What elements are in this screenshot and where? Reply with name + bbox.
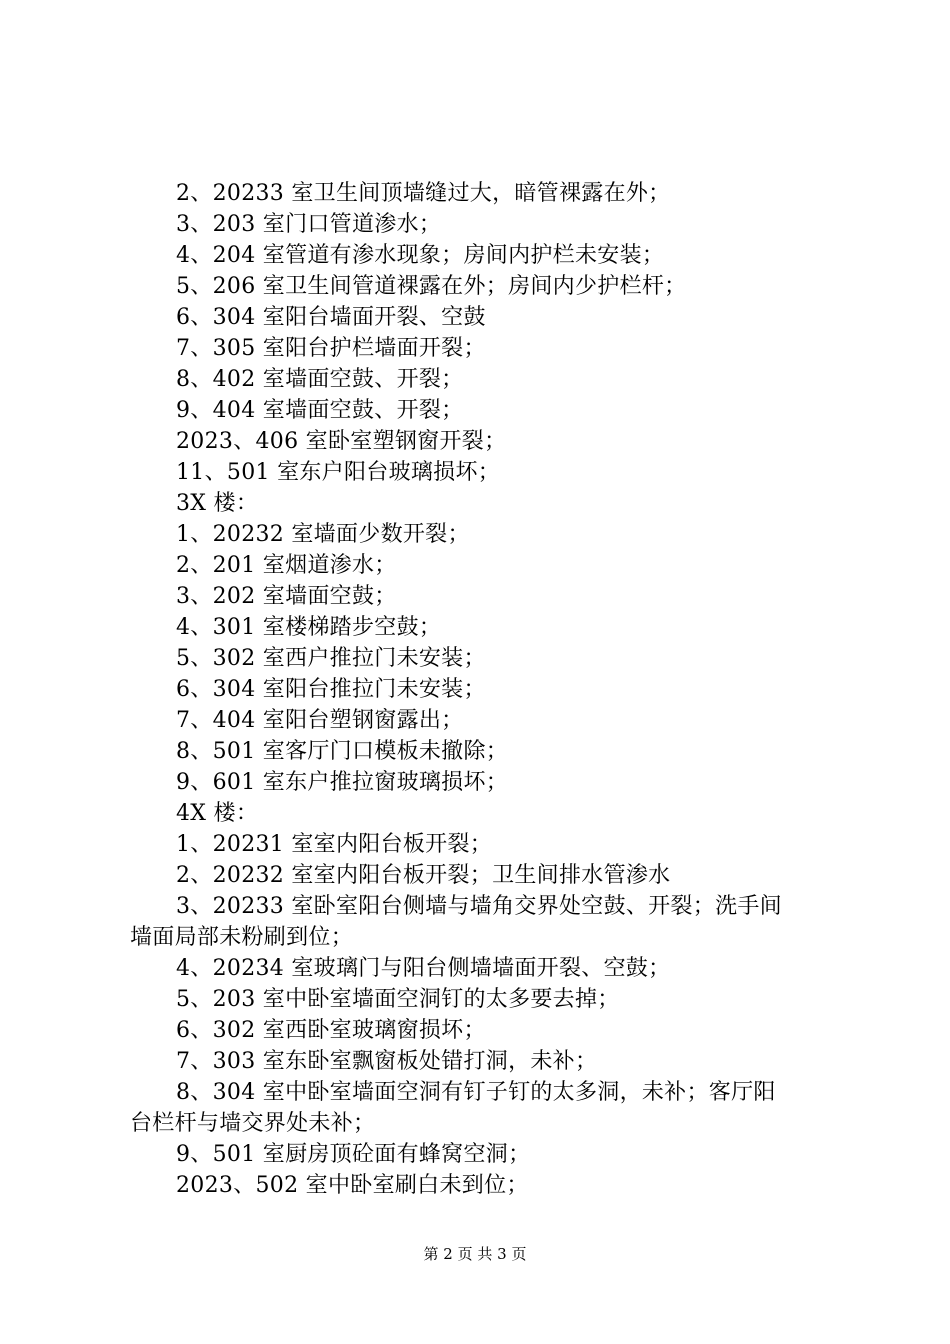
text-line: 7、404 室阳台塑钢窗露出；	[176, 708, 464, 733]
text-line: 2、20232 室室内阳台板开裂；卫生间排水管渗水	[176, 863, 671, 888]
text-line: 9、501 室厨房顶砼面有蜂窝空洞；	[176, 1142, 531, 1167]
text-line: 5、302 室西户推拉门未安装；	[176, 646, 486, 671]
text-line: 6、304 室阳台墙面开裂、空鼓	[176, 305, 486, 330]
text-line: 2023、502 室中卧室刷白未到位；	[176, 1173, 529, 1198]
document-body	[130, 178, 830, 1201]
text-line: 3X 楼：	[176, 491, 259, 516]
text-line: 台栏杆与墙交界处未补；	[130, 1111, 376, 1136]
text-line: 7、303 室东卧室飘窗板处错打洞，未补；	[176, 1049, 598, 1074]
page-footer: 第 2 页 共 3 页	[423, 1245, 527, 1263]
text-line: 9、601 室东户推拉窗玻璃损坏；	[176, 770, 509, 795]
text-line: 4、20234 室玻璃门与阳台侧墙墙面开裂、空鼓；	[176, 956, 671, 981]
text-line: 4、204 室管道有渗水现象；房间内护栏未安装；	[176, 243, 665, 268]
text-line: 8、402 室墙面空鼓、开裂；	[176, 367, 464, 392]
text-line: 2、20233 室卫生间顶墙缝过大，暗管裸露在外；	[176, 181, 671, 206]
text-line: 11、501 室东户阳台玻璃损坏；	[176, 460, 501, 485]
text-line: 4、301 室楼梯踏步空鼓；	[176, 615, 442, 640]
text-line: 3、203 室门口管道渗水；	[176, 212, 442, 237]
text-line: 7、305 室阳台护栏墙面开裂；	[176, 336, 486, 361]
text-line: 6、304 室阳台推拉门未安装；	[176, 677, 486, 702]
text-line: 2023、406 室卧室塑钢窗开裂；	[176, 429, 507, 454]
text-line: 1、20231 室室内阳台板开裂；	[176, 832, 493, 857]
text-line: 5、203 室中卧室墙面空洞钉的太多要去掉；	[176, 987, 620, 1012]
text-line: 3、202 室墙面空鼓；	[176, 584, 397, 609]
text-line: 墙面局部未粉刷到位；	[130, 925, 354, 950]
text-line: 1、20232 室墙面少数开裂；	[176, 522, 470, 547]
text-line: 8、304 室中卧室墙面空洞有钉子钉的太多洞，未补；客厅阳	[176, 1080, 776, 1105]
text-line: 8、501 室客厅门口模板未撤除；	[176, 739, 509, 764]
text-line: 4X 楼：	[176, 801, 259, 826]
text-line: 5、206 室卫生间管道裸露在外；房间内少护栏杆；	[176, 274, 687, 299]
text-line: 2、201 室烟道渗水；	[176, 553, 397, 578]
text-line: 9、404 室墙面空鼓、开裂；	[176, 398, 464, 423]
text-line: 3、20233 室卧室阳台侧墙与墙角交界处空鼓、开裂；洗手间	[176, 894, 782, 919]
text-line: 6、302 室西卧室玻璃窗损坏；	[176, 1018, 486, 1043]
